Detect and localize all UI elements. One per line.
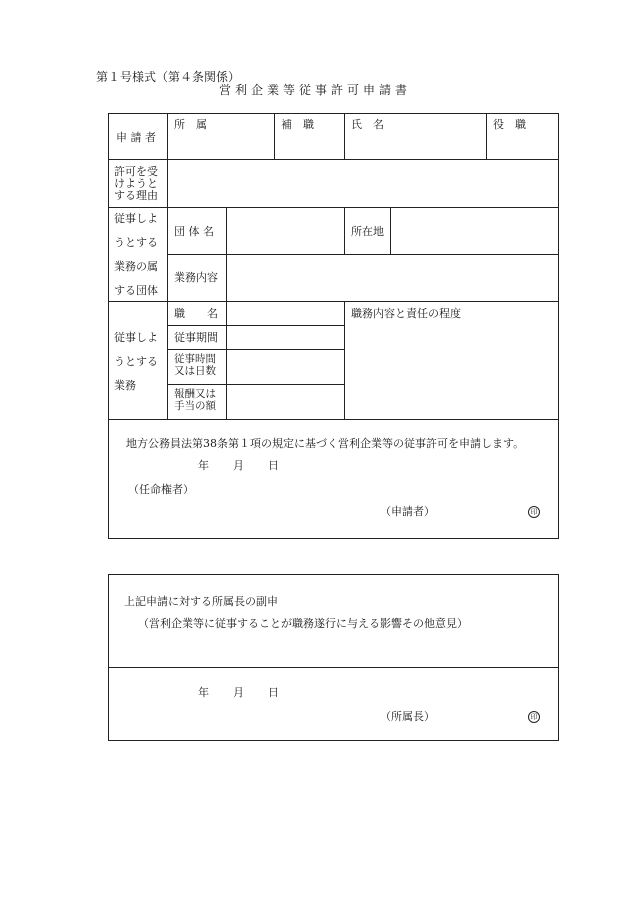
reason-label-line1: 許可を受 [114, 165, 158, 178]
applicant-label: 申 請 者 [116, 131, 156, 144]
rank-label: 補 職 [281, 118, 314, 131]
declaration-day: 日 [268, 459, 279, 472]
divider [486, 113, 487, 160]
divider [167, 384, 344, 385]
opinion-month: 月 [233, 686, 244, 699]
divider [344, 301, 345, 419]
declaration-year: 年 [198, 459, 209, 472]
divider [108, 667, 558, 668]
divider [274, 113, 275, 160]
divider [108, 301, 558, 302]
reason-label-line2: けようと [114, 177, 158, 190]
divider [390, 207, 391, 254]
post-label: 役 職 [493, 118, 526, 131]
duty-period-label: 従事期間 [174, 331, 218, 344]
applicant-seal-icon: 印 [528, 506, 540, 518]
divider [108, 419, 558, 420]
opinion-day: 日 [268, 686, 279, 699]
organization-label-line4: する団体 [114, 284, 158, 297]
divider [344, 113, 345, 160]
divider [108, 159, 558, 160]
duty-title-label: 職 名 [174, 307, 218, 320]
head-sign-label: （所属長） [380, 710, 435, 723]
divider [344, 207, 345, 254]
divider [167, 325, 344, 326]
organization-business-label: 業務内容 [174, 271, 218, 284]
declaration-statement: 地方公務員法第38条第１項の規定に基づく営利企業等の従事許可を申請します。 [126, 437, 525, 450]
reason-label-line3: する理由 [114, 189, 158, 202]
duty-content-label: 職務内容と責任の程度 [351, 307, 461, 320]
duty-pay-label-line1: 報酬又は [174, 388, 216, 400]
affiliation-label: 所 属 [174, 118, 207, 131]
appointer-label: （任命権者） [128, 483, 194, 496]
organization-location-label: 所在地 [351, 225, 384, 238]
head-seal-icon: 印 [528, 711, 540, 723]
divider [167, 349, 344, 350]
duty-hours-label-line2: 又は日数 [174, 365, 216, 377]
duty-label-line2: うとする [114, 355, 158, 368]
duty-hours-label-line1: 従事時間 [174, 353, 216, 365]
duty-label-line3: 業務 [114, 379, 136, 392]
divider [167, 113, 168, 419]
page-title: 営利企業等従事許可申請書 [218, 83, 411, 97]
opinion-year: 年 [198, 686, 209, 699]
form-number: 第１号様式（第４条関係） [96, 70, 241, 84]
organization-label-line3: 業務の属 [114, 260, 158, 273]
divider [226, 301, 227, 419]
divider [108, 207, 558, 208]
opinion-heading: 上記申請に対する所属長の副申 [124, 595, 278, 608]
opinion-subheading: （営利企業等に従事することが職務遂行に与える影響その他意見） [138, 617, 468, 630]
organization-label-line2: うとする [114, 236, 158, 249]
organization-name-label: 団 体 名 [174, 225, 214, 238]
applicant-sign-label: （申請者） [380, 505, 435, 518]
application-table [108, 113, 559, 539]
divider [226, 207, 227, 301]
name-label: 氏 名 [351, 118, 384, 131]
duty-pay-label-line2: 手当の額 [174, 400, 216, 412]
organization-label-line1: 従事しよ [114, 212, 158, 225]
duty-label-line1: 従事しよ [114, 331, 158, 344]
declaration-month: 月 [233, 459, 244, 472]
